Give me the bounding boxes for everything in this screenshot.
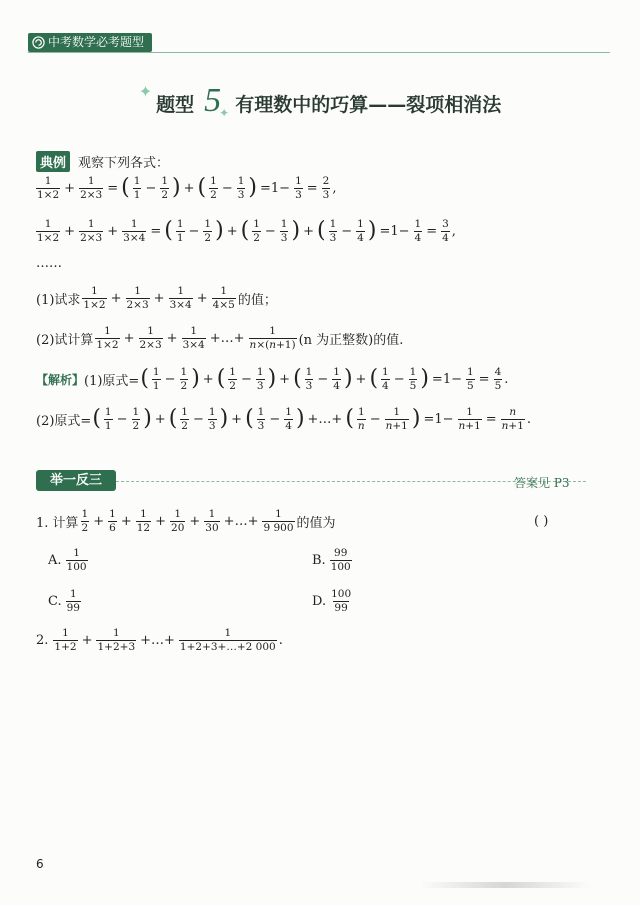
- scan-smudge: [420, 882, 590, 888]
- solution-1: 【解析】 (1)原式= ( 1 1 − $\frac{1}{2}$ ) + ( 1 2 − $\frac{1}{3}$ ) + ( 1 3 − $\frac{1}{4}$ ) + ( 1 4 − $\frac{1}{5}$ ) =1− $\frac{1}{5}$ = $\frac{4}{5}$ .: [36, 366, 509, 392]
- pq1-suffix: 的值为: [296, 515, 336, 531]
- option-b[interactable]: [312, 548, 354, 572]
- title-prefix: 题型: [156, 94, 195, 116]
- section-title: [0, 82, 640, 120]
- option-denominator: 100: [66, 560, 87, 573]
- solution-2-prefix: (2)原式=: [36, 413, 92, 429]
- option-letter: D.: [312, 593, 327, 609]
- answer-reference: 答案见 P3: [514, 476, 570, 490]
- option-numerator: 1: [73, 547, 80, 559]
- title-number: 5: [204, 82, 222, 119]
- option-numerator: 100: [331, 588, 352, 600]
- sparkle-icon: ✦: [219, 106, 230, 120]
- example-formula-1: 1 1×2 + $\frac{1}{2\times 3}$ = ( 1 1 − $\frac{1}{2}$ ) + ( 1 2 − $\frac{1}{3}$ ) =1− $\frac{1}{3}$ = $\frac{2}{3}$ ,: [37, 175, 337, 201]
- example-question-1: (1)试求 1 1×2 + $\frac{1}{2\times 3}$ + $\frac{1}{3\times 4}$ + $\frac{1}{4\times 5}$ 的值；: [36, 285, 277, 311]
- example-label: 典例: [36, 151, 70, 172]
- title-text: 有理数中的巧算——裂项相消法: [235, 94, 502, 116]
- answer-blank: ( ): [534, 514, 549, 529]
- practice-question-2: 2. 1 1+2 + $\frac{1}{1+2+3}$ +…+ $\frac{1}{1+2+3+\dots+2 000}$ .: [36, 627, 283, 653]
- option-denominator: 100: [330, 560, 351, 573]
- solution-label: 【解析】: [36, 372, 85, 387]
- spiral-icon: [32, 36, 45, 49]
- option-letter: B.: [312, 552, 326, 568]
- option-d[interactable]: [312, 589, 354, 613]
- header-badge: [28, 33, 152, 52]
- option-c[interactable]: [48, 589, 83, 613]
- example-intro: 观察下列各式：: [78, 156, 170, 171]
- option-denominator: 99: [334, 601, 348, 614]
- option-a[interactable]: [48, 548, 90, 572]
- pq2-prefix: 2.: [36, 632, 49, 648]
- q2-prefix: (2)试计算: [36, 332, 94, 348]
- example-ellipsis: ……: [36, 256, 62, 271]
- option-letter: C.: [48, 593, 62, 609]
- option-denominator: 99: [66, 601, 80, 614]
- q2-note: (n 为正整数)的值.: [298, 332, 404, 348]
- practice-question-1: 1. 计算 1 2 + $\frac{1}{6}$ + $\frac{1}{12}$ + $\frac{1}{20}$ + $\frac{1}{30}$ +…+ $\frac{1}{9 900}$ 的值为: [36, 508, 336, 534]
- header-rule: [28, 52, 610, 53]
- option-letter: A.: [48, 552, 62, 568]
- practice-label: 举一反三: [36, 470, 116, 491]
- example-question-2: (2)试计算 1 1×2 + $\frac{1}{2\times 3}$ + $\frac{1}{3\times 4}$ +…+ $\frac{1}{n\times(n+1)}$ (n 为正整数)的值.: [36, 325, 404, 351]
- example-formula-2: 1 1×2 + $\frac{1}{2\times 3}$ + $\frac{1}{3\times 4}$ = ( 1 1 − $\frac{1}{2}$ ) + ( 1 2 − $\frac{1}{3}$ ) + ( 1 3 − $\frac{1}{4}$ ) =1− $\frac{1}{4}$ = $\frac{3}{4}$ ,: [37, 218, 456, 244]
- solution-2: (2)原式= ( 1 1 − $\frac{1}{2}$ ) + ( 1 2 − $\frac{1}{3}$ ) + ( 1 3 − $\frac{1}{4}$ ) +…+ ( 1 n − $\frac{1}{n+1}$ ) =1− $\frac{1}{n+1}$ = $\frac{n}{n+1}$ .: [36, 406, 532, 432]
- sparkle-icon: ✦: [138, 82, 153, 101]
- solution-1-prefix: (1)原式=: [84, 373, 140, 389]
- header-badge-text: 中考数学必考题型: [48, 35, 145, 49]
- pq1-prefix: 1. 计算: [36, 515, 79, 531]
- page-number: 6: [36, 857, 44, 871]
- option-numerator: 99: [334, 547, 348, 559]
- option-numerator: 1: [69, 588, 77, 600]
- q1-suffix: 的值；: [237, 292, 277, 308]
- q1-prefix: (1)试求: [36, 292, 81, 308]
